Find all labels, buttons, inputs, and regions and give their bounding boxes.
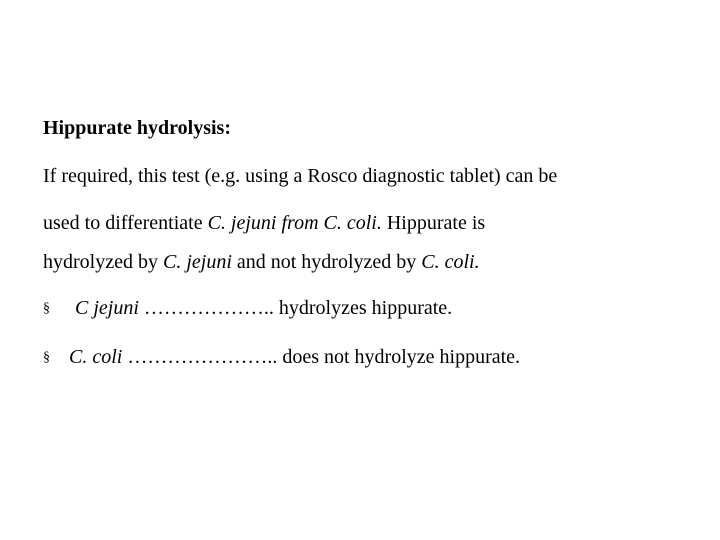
bullet-marker-icon: § bbox=[43, 350, 50, 365]
paragraph-line-2-italic: C. jejuni from C. coli. bbox=[207, 212, 382, 234]
bullet-marker-icon: § bbox=[43, 301, 50, 316]
bullet-organism: C. coli bbox=[69, 346, 123, 368]
paragraph-line-1 bbox=[43, 164, 557, 188]
paragraph-line-3-italic-d: C. coli. bbox=[421, 251, 480, 273]
paragraph-line-3 bbox=[43, 250, 480, 274]
paragraph-line-2-text-c: Hippurate is bbox=[381, 212, 486, 234]
paragraph-line-3-text-a: hydrolyzed by bbox=[43, 251, 163, 273]
bullet-item-jejuni bbox=[43, 296, 452, 321]
paragraph-line-3-text-c: and not hydrolyzed by bbox=[231, 251, 422, 273]
bullet-text: ………………….. does not hydrolyze hippurate. bbox=[122, 346, 521, 368]
paragraph-line-1-text: If required, this test (e.g. using a Rosco diagnostic tablet) can be bbox=[43, 165, 558, 187]
paragraph-line-3-italic-b: C. jejuni bbox=[162, 251, 232, 273]
bullet-text: ……………….. hydrolyzes hippurate. bbox=[138, 297, 453, 319]
paragraph-line-2-text-a: used to differentiate bbox=[43, 212, 208, 234]
heading: Hippurate hydrolysis: bbox=[43, 117, 231, 139]
bullet-item-coli bbox=[43, 345, 520, 370]
paragraph-line-2 bbox=[43, 211, 485, 235]
bullet-organism: C jejuni bbox=[75, 297, 139, 319]
